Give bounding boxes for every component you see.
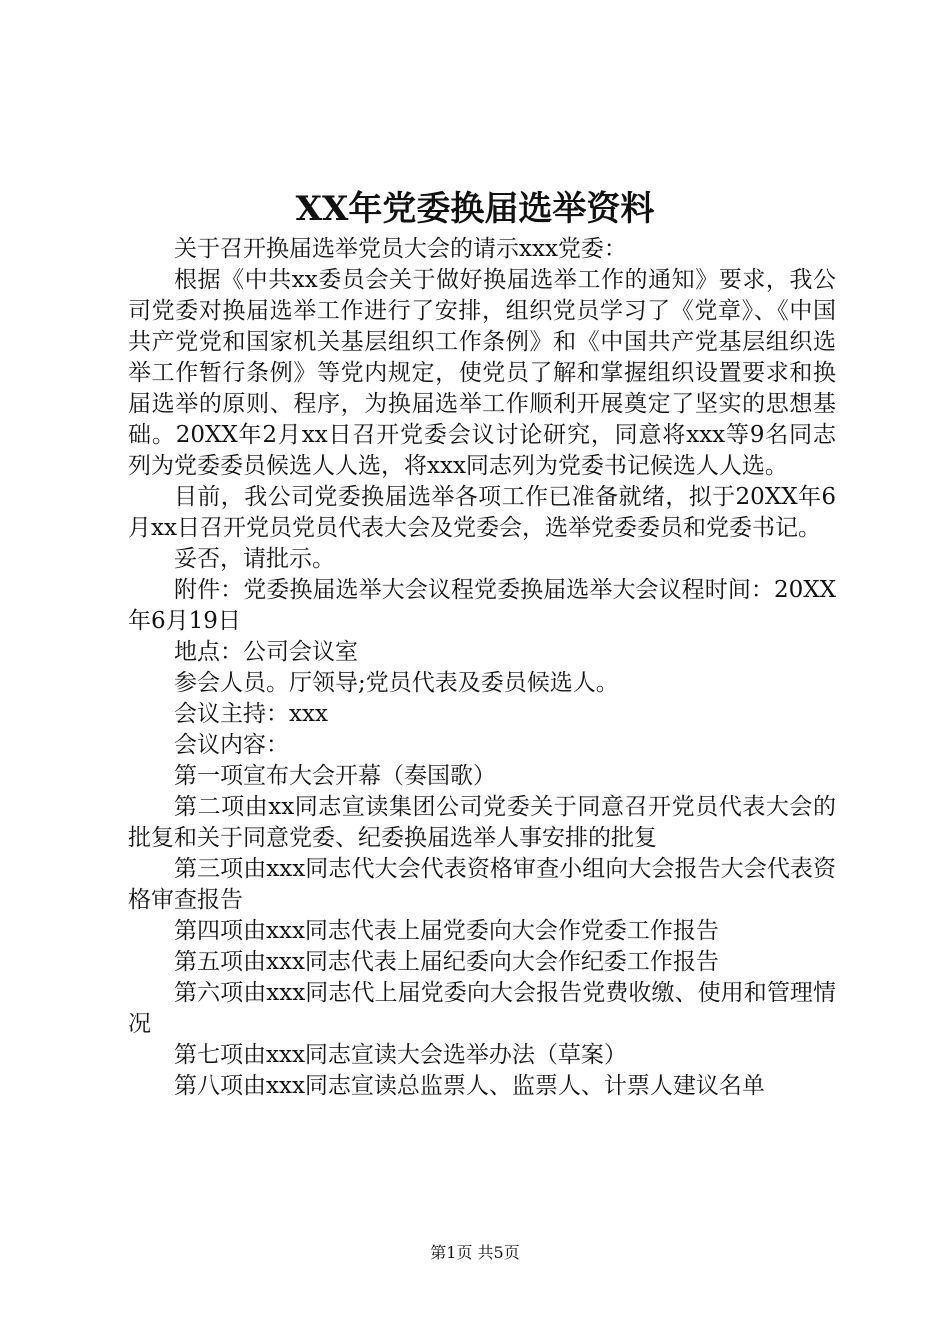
agenda-item-5: 第五项由xxx同志代表上届纪委向大会作纪委工作报告 (174, 949, 719, 975)
agenda-item-7: 第七项由xxx同志宣读大会选举办法（草案） (174, 1042, 627, 1068)
agenda-item-1: 第一项宣布大会开幕（奏国歌） (174, 763, 496, 789)
agenda-item-8: 第八项由xxx同志宣读总监票人、监票人、计票人建议名单 (174, 1073, 765, 1099)
paragraph-agenda-heading: 会议内容： (174, 732, 289, 758)
paragraph-attachment: 附件：党委换届选举大会议程党委换届选举大会议程时间：20XX年6月19日 (128, 577, 836, 634)
agenda-item-4: 第四项由xxx同志代表上届党委向大会作党委工作报告 (174, 918, 719, 944)
agenda-item-2: 第二项由xx同志宣读集团公司党委关于同意召开党员代表大会的批复和关于同意党委、纪委换届选举人事安排的批复 (128, 794, 836, 851)
document-title: XX年党委换届选举资料 (295, 189, 655, 229)
document-body (128, 234, 836, 1102)
paragraph-location: 地点：公司会议室 (174, 639, 358, 665)
agenda-item-6: 第六项由xxx同志代上届党委向大会报告党费收缴、使用和管理情况 (128, 980, 836, 1037)
paragraph-host: 会议主持：xxx (174, 701, 328, 727)
paragraph-request-header: 关于召开换届选举党员大会的请示xxx党委： (174, 236, 627, 262)
agenda-item-3: 第三项由xxx同志代大会代表资格审查小组向大会报告大会代表资格审查报告 (128, 856, 836, 913)
paragraph-background: 根据《中共xx委员会关于做好换届选举工作的通知》要求，我公司党委对换届选举工作进行了安排，组织党员学习了《党章》、《中国共产党党和国家机关基层组织工作条例》和《中国共产党基层组织选举工作暂行条例》等党内规定，使党员了解和掌握组织设置要求和换届选举的原则、程序，为换届选举工作顺利开展奠定了坚实的思想基础。20XX年2月xx日召开党委会议讨论研究，同意将xxx等9名同志列为党委委员候选人人选，将xxx同志列为党委书记候选人人选。 (128, 267, 836, 479)
paragraph-plan: 目前，我公司党委换届选举各项工作已准备就绪，拟于20XX年6月xx日召开党员党员代表大会及党委会，选举党委委员和党委书记。 (128, 484, 836, 541)
paragraph-attendees: 参会人员。厅领导;党员代表及委员候选人。 (174, 670, 619, 696)
page-footer: 第1页 共5页 (430, 1243, 520, 1262)
paragraph-approval-request: 妥否，请批示。 (174, 546, 335, 572)
